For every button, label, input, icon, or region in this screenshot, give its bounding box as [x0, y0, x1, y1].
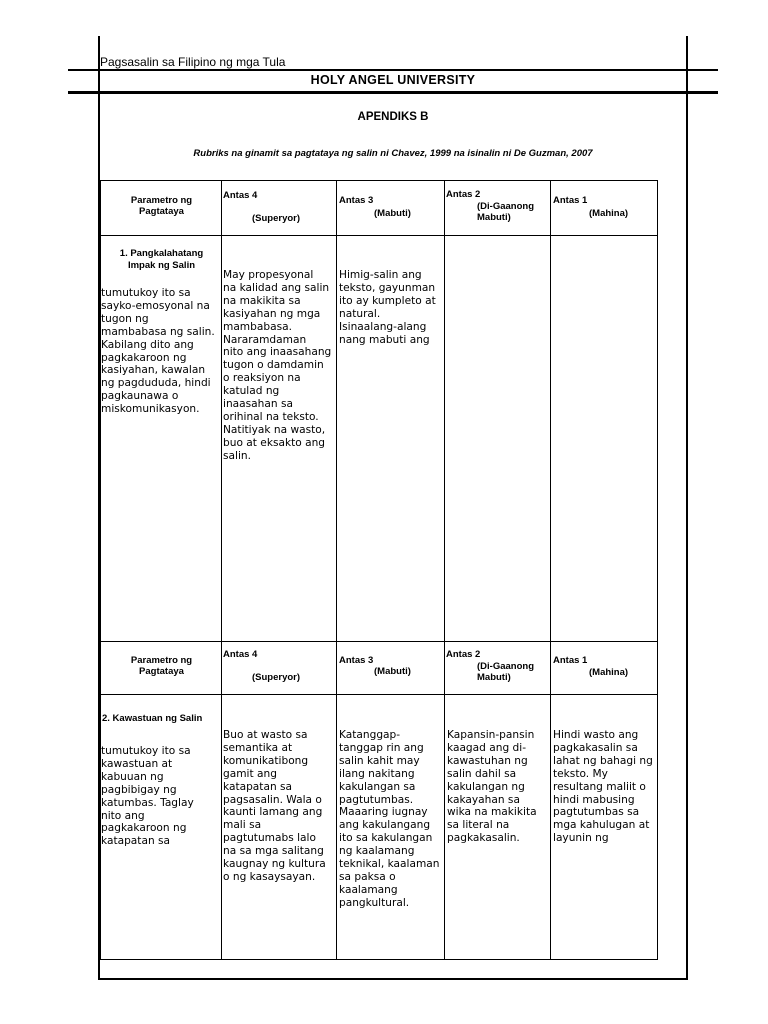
criterion-2-level-3-text: Katanggap- tanggap rin ang salin kahit may ilang nakitang kakulangan sa pagtutumbas. Maaaring iugnay ang kakulangang ito sa kakulangan ng kaalamang teknikal, kaalaman sa paksa o kaalamang pangkultural. [339, 729, 440, 909]
level-2-name-2: Antas 2 [446, 649, 481, 660]
level-2-label: (Di-Gaanong Mabuti) [477, 201, 534, 223]
level-3-label-2: (Mabuti) [374, 666, 411, 677]
criterion-2-title: 2. Kawastuan ng Salin [102, 713, 203, 724]
running-title: Pagsasalin sa Filipino ng mga Tula [100, 55, 286, 69]
table-caption: Rubriks na ginamit sa pagtataya ng salin ni Chavez, 1999 na isinalin ni De Guzman, 2007 [193, 148, 593, 159]
criterion-2-level-2-text: Kapansin-pansin kaagad ang di- kawastuhan ng salin dahil sa kakulangan ng kakayahan sa wika na makikita sa literal na pagkakasalin. [447, 729, 537, 845]
header-parameter-label-2: Parametro ng Pagtataya [130, 655, 193, 677]
header-parameter-cell [101, 181, 222, 236]
header-rule-top [68, 69, 718, 71]
footer-rule [98, 978, 688, 980]
header-level-1-cell-2 [551, 640, 658, 695]
level-3-name: Antas 3 [339, 195, 374, 206]
level-4-name-2: Antas 4 [223, 649, 258, 660]
header-level-3-cell [337, 181, 445, 236]
criterion-1-description: tumutukoy ito sa sayko-emosyonal na tugon ng mambabasa ng salin. Kabilang dito ang pagkakaroon ng kasiyahan, kawalan ng pagdududa, hindi pagkaunawa o miskomunikasyon. [101, 287, 215, 416]
level-3-name-2: Antas 3 [339, 655, 374, 666]
criterion-2-level-3-cell [337, 695, 445, 960]
level-4-name: Antas 4 [223, 190, 258, 201]
criterion-1-level-3-cell [337, 236, 445, 642]
appendix-title: APENDIKS B [357, 111, 429, 123]
level-4-label: (Superyor) [252, 213, 301, 224]
rubric-table-part-1 [100, 180, 658, 642]
criterion-1-level-4-text: May propesyonal na kalidad ang salin na makikita sa kasiyahan ng mga mambabasa. Nararamdaman nito ang inaasahang tugon o damdamin o reaksiyon na katulad ng inaasahan sa orihinal na teksto. Natitiyak na wasto, buo at eksakto ang salin. [223, 269, 332, 462]
header-parameter-cell-2 [101, 640, 222, 695]
criterion-1-level-4-cell [222, 236, 337, 642]
level-1-name: Antas 1 [553, 195, 588, 206]
header-level-4-cell [222, 181, 337, 236]
criterion-2-description: tumutukoy ito sa kawastuan at kabuuan ng pagbibigay ng katumbas. Taglay nito ang pagkakaroon ng katapatan sa [101, 745, 194, 848]
rubric-table-part-2 [100, 640, 658, 960]
header-rule-bottom [68, 91, 718, 94]
header-level-4-cell-2 [222, 640, 337, 695]
criterion-2-level-1-text: Hindi wasto ang pagkakasalin sa lahat ng bahagi ng teksto. My resultang maliit o hindi mabusing pagtutumbas sa mga kahulugan at layunin ng [553, 729, 653, 845]
level-4-label-2: (Superyor) [252, 672, 301, 683]
level-1-name-2: Antas 1 [553, 655, 588, 666]
criterion-2-level-4-text: Buo at wasto sa semantika at komunikatibong gamit ang katapatan sa pagsasalin. Wala o kaunti lamang ang mali sa pagtutumabs lalo na sa mga salitang kaugnay ng kultura o ng kasaysayan. [223, 729, 326, 883]
university-name: HOLY ANGEL UNIVERSITY [310, 73, 476, 87]
criterion-2-parameter-cell [101, 695, 222, 960]
criterion-1-title: 1. Pangkalahatang Impak ng Salin [119, 248, 204, 271]
level-1-label: (Mahina) [589, 208, 629, 219]
criterion-1-parameter-cell [101, 236, 222, 642]
right-margin-line [686, 36, 688, 980]
header-parameter-label: Parametro ng Pagtataya [130, 195, 193, 217]
criterion-1-level-1-cell [551, 236, 658, 642]
level-2-label-2: (Di-Gaanong Mabuti) [477, 661, 534, 683]
header-level-1-cell [551, 181, 658, 236]
header-level-2-cell [445, 181, 551, 236]
header-level-2-cell-2 [445, 640, 551, 695]
header-level-3-cell-2 [337, 640, 445, 695]
criterion-2-level-2-cell [445, 695, 551, 960]
criterion-2-level-4-cell [222, 695, 337, 960]
criterion-2-level-1-cell [551, 695, 658, 960]
level-3-label: (Mabuti) [374, 208, 411, 219]
level-2-name: Antas 2 [446, 189, 481, 200]
criterion-1-level-3-text: Himig-salin ang teksto, gayunman ito ay kumpleto at natural. Isinaalang-alang nang mabuti ang [339, 269, 436, 346]
level-1-label-2: (Mahina) [589, 667, 629, 678]
criterion-1-level-2-cell [445, 236, 551, 642]
